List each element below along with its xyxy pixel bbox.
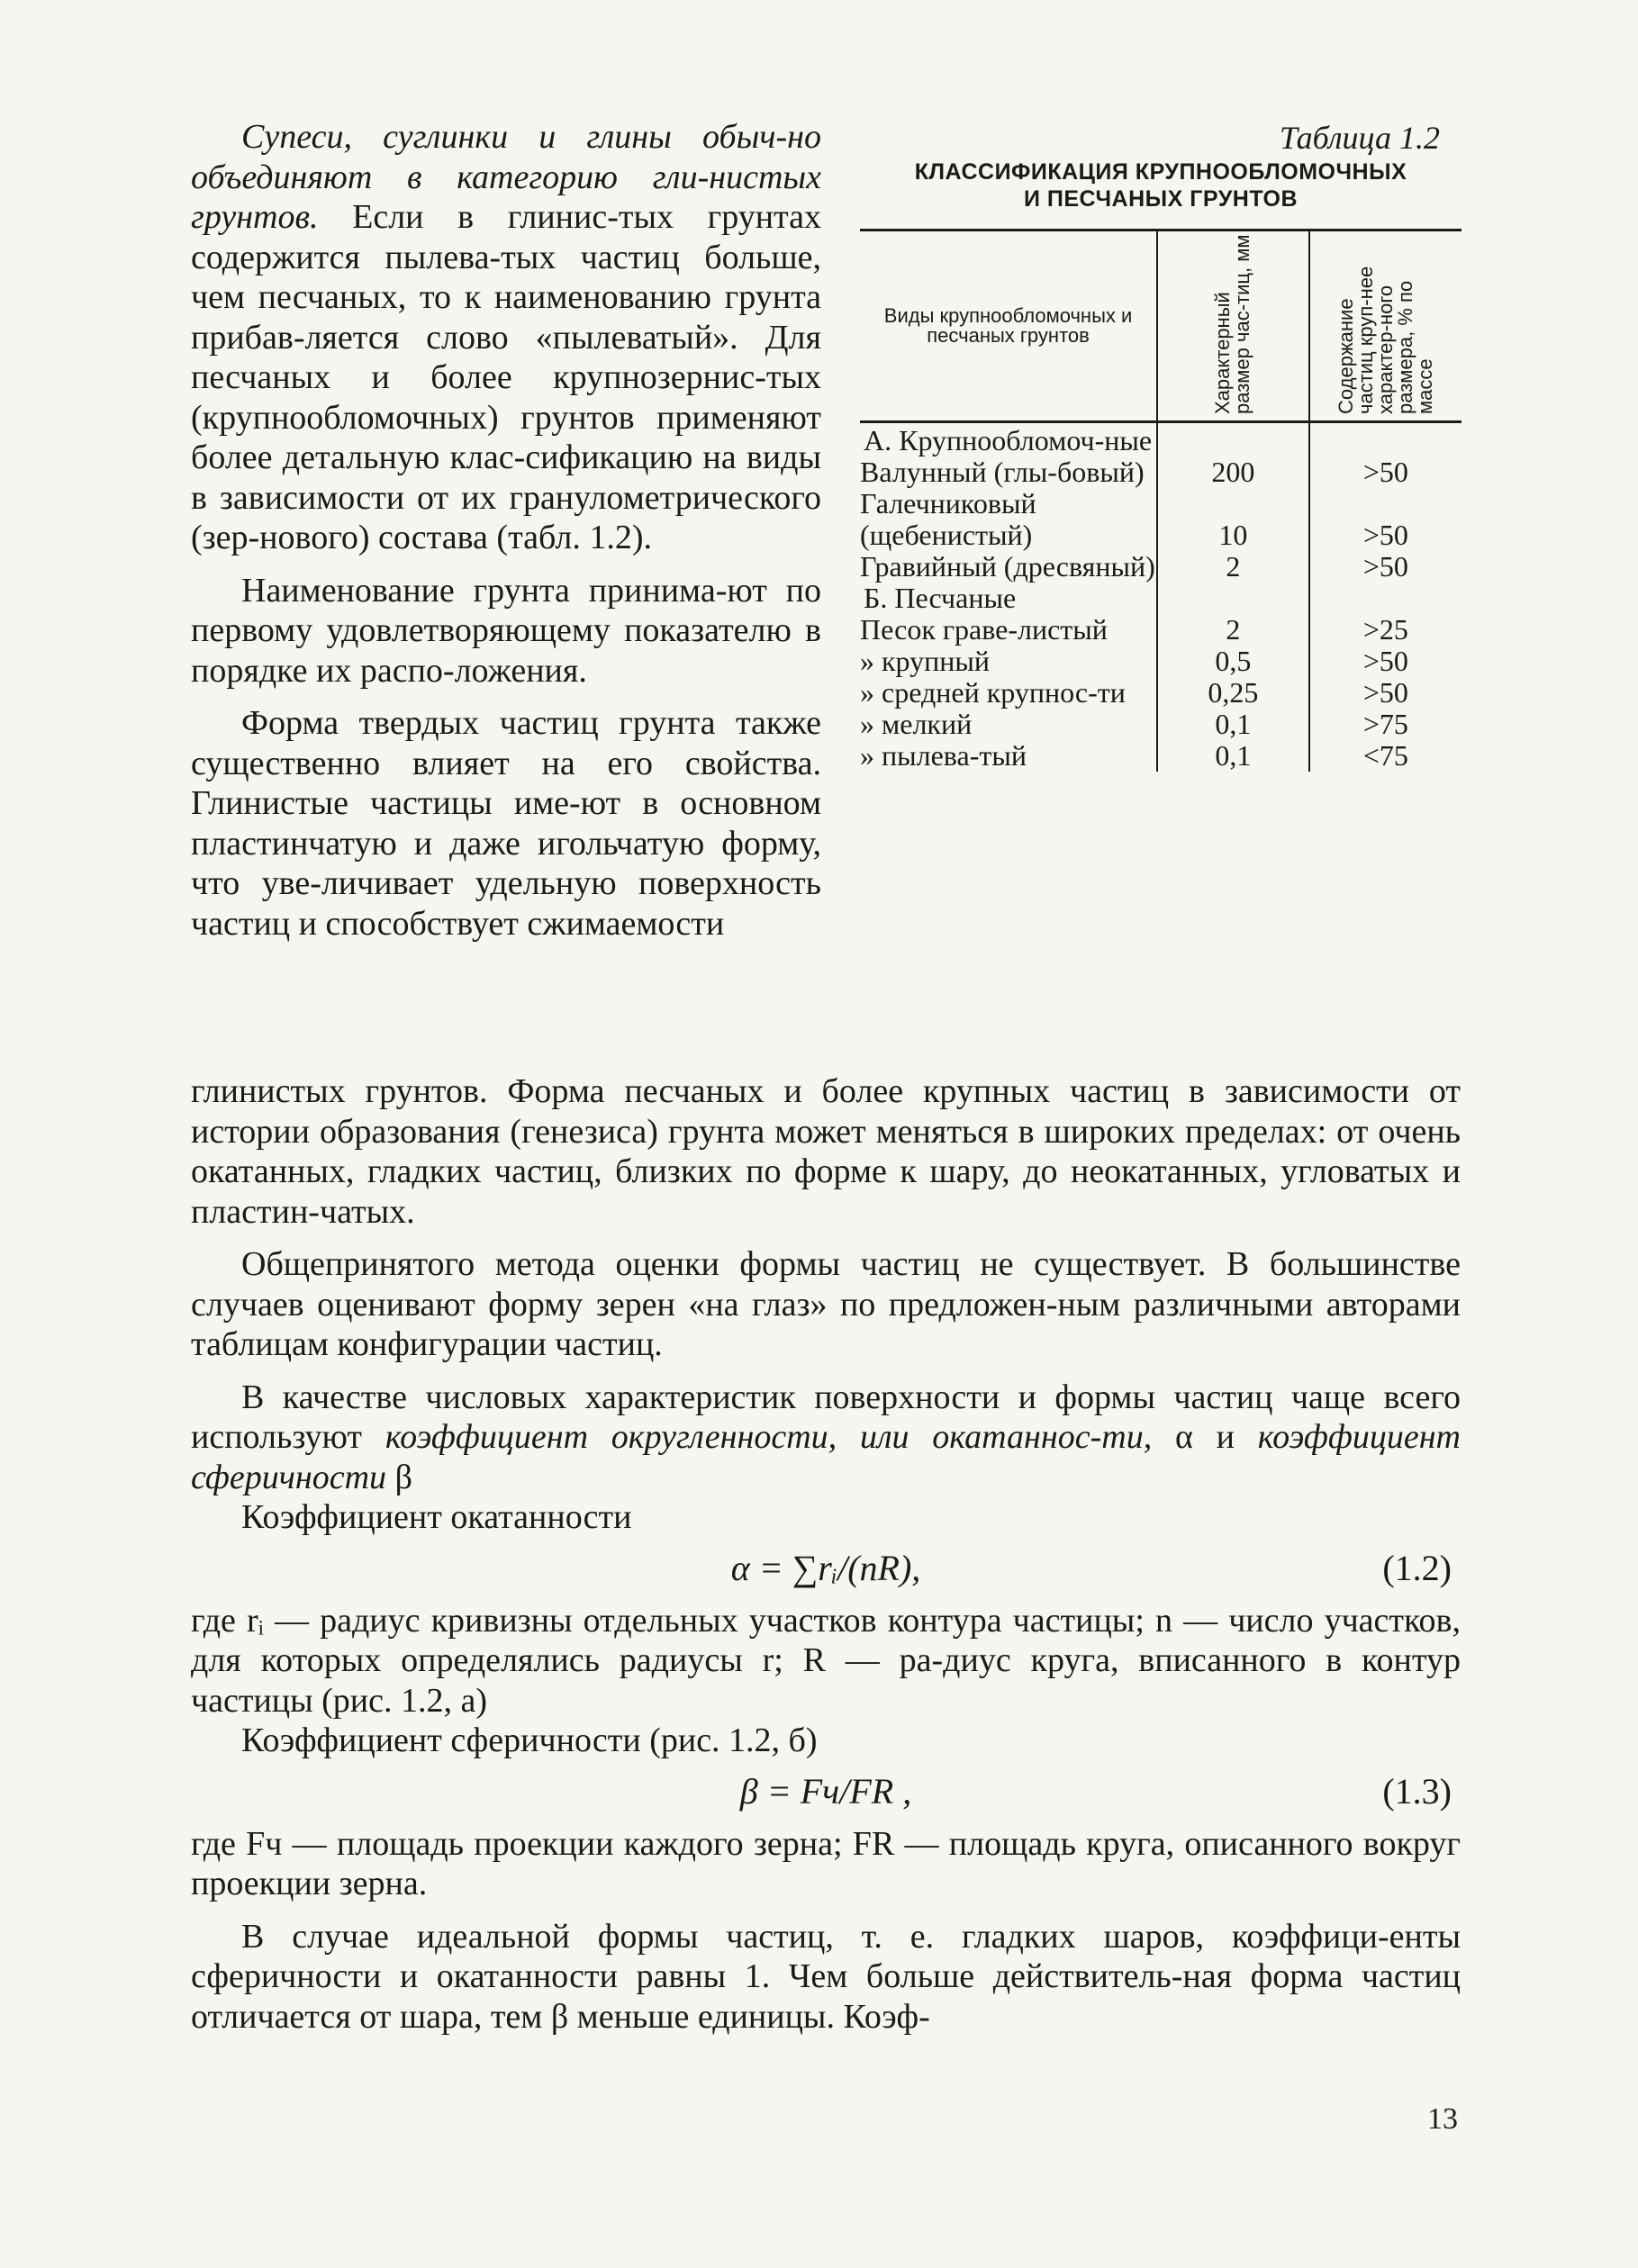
paragraph-roundness-definition: где rᵢ — радиус кривизны отдельных участков контура частицы; n — число участков, для которых определялись радиусы r; R — ра-диус круга, вписанного в контур частицы (рис. 1.2, а) (191, 1601, 1461, 1720)
coefficients-text-a: В качестве числовых характеристик поверхности и формы частиц чаще всего используют (191, 1378, 1461, 1456)
paragraph-ideal-form: В случае идеальной формы частиц, т. е. гладких шаров, коэффици-енты сферичности и окатанности равны 1. Чем больше действитель-ная форма частиц отличается от шара, тем β меньше единицы. Коэф- (191, 1917, 1461, 2036)
table-cell: 200 (1157, 456, 1309, 488)
paragraph-roundness-label: Коэффициент окатанности (241, 1498, 632, 1536)
table-cell: >50 (1309, 646, 1462, 677)
table-cell: <75 (1309, 740, 1462, 772)
header-content-text: Содержание частиц круп-нее характер-ного размера, % по массе (1334, 266, 1436, 414)
table-cell: >50 (1309, 677, 1462, 709)
table-cell: Песок граве-листый (860, 613, 1108, 646)
table-cell: 10 (1157, 488, 1309, 551)
paragraph-method: Общепринятого метода оценки формы частиц не существует. В большинстве случаев оценивают форму зерен «на глаз» по предложен-ным различными авторами таблицам конфигурации частиц. (191, 1245, 1461, 1363)
table-cell: Гравийный (дресвяный) (860, 550, 1155, 583)
table-title-line-2: И ПЕСЧАНЫХ ГРУНТОВ (1023, 186, 1299, 212)
header-soil-type-text: Виды крупнообломочных и песчаных грунтов (883, 304, 1133, 347)
intro-paragraph-2: Наименование грунта принима-ют по первому удовлетворяющему показателю в порядке их распо-ложения. (191, 571, 821, 690)
table-cell: 0,25 (1157, 677, 1309, 709)
table-cell: А. Крупнообломоч-ные (864, 424, 1153, 456)
coefficients-term-roundness: коэффициент округленности, или окатаннос-ти, (385, 1418, 1153, 1456)
table-block (860, 119, 1462, 772)
table-cell: >75 (1309, 709, 1462, 740)
paragraph-coefficients (191, 1378, 1461, 1498)
table-header-row (860, 230, 1462, 422)
table-row (860, 646, 1462, 677)
table-cell: >50 (1309, 488, 1462, 551)
coefficients-text-e: β (386, 1458, 412, 1496)
table-row (860, 551, 1462, 583)
table-cell: >25 (1309, 614, 1462, 646)
table-row (860, 488, 1462, 551)
formula-roundness (191, 1538, 1461, 1601)
page-number: 13 (1427, 2102, 1458, 2136)
table-cell: Галечниковый (щебенистый) (860, 487, 1036, 551)
table-cell (1157, 583, 1309, 614)
formula-roundness-expression: α = ∑rᵢ/(nR), (730, 1548, 921, 1589)
main-text (191, 1071, 1461, 2037)
table-cell: Б. Песчаные (864, 582, 1017, 614)
intro-column (191, 117, 821, 944)
table-cell: 0,1 (1157, 740, 1309, 772)
table-cell: 0,1 (1157, 709, 1309, 740)
coefficients-text-c: α и (1152, 1418, 1258, 1456)
formula-sphericity-expression: β = Fч/FR , (739, 1771, 912, 1812)
paragraph-sphericity-label: Коэффициент сферичности (рис. 1.2, б) (241, 1721, 818, 1759)
table-cell: » пылева-тый (860, 739, 1027, 772)
formula-sphericity (191, 1761, 1461, 1824)
intro-italic-phrase: Супеси, суглинки и глины обыч-но объединяют в категорию гли-нистых грунтов. (191, 118, 821, 236)
table-row (860, 422, 1462, 457)
paragraph-sphericity-definition: где Fч — площадь проекции каждого зерна; FR — площадь круга, описанного вокруг проекции зерна. (191, 1824, 1461, 1902)
header-particle-size-text: Характерный размер час-тиц, мм (1211, 234, 1254, 414)
table-number: Таблица 1.2 (1279, 120, 1440, 156)
header-content (1309, 230, 1462, 422)
table-row (860, 456, 1462, 488)
table-cell (1157, 422, 1309, 457)
table-cell: » крупный (860, 645, 990, 677)
table-title-line-1: КЛАССИФИКАЦИЯ КРУПНООБЛОМОЧНЫХ (914, 159, 1407, 185)
table-cell: >50 (1309, 456, 1462, 488)
classification-table (860, 229, 1462, 772)
header-soil-type (860, 230, 1157, 422)
table-cell: » мелкий (860, 708, 973, 740)
table-cell (1309, 422, 1462, 457)
table-row (860, 583, 1462, 614)
formula-roundness-number: (1.2) (1382, 1548, 1452, 1589)
coefficients-term-sphericity: коэффициент сферичности (191, 1418, 1461, 1496)
table-cell: >50 (1309, 551, 1462, 583)
intro-paragraph-1 (191, 117, 821, 558)
table-cell (1309, 583, 1462, 614)
paragraph-form-continuation: глинистых грунтов. Форма песчаных и более крупных частиц в зависимости от истории образования (генезиса) грунта может меняться в широких пределах: от очень окатанных, гладких частиц, близких по форме к шару, до неокатанных, угловатых и пластин-чатых. (191, 1072, 1461, 1231)
intro-paragraph-3: Форма твердых частиц грунта также существенно влияет на его свойства. Глинистые частицы име-ют в основном пластинчатую и даже игольчатую форму, что уве-личивает удельную поверхность частиц и способствует сжимаемости (191, 704, 821, 943)
table-row (860, 740, 1462, 772)
table-row (860, 709, 1462, 740)
table-row (860, 614, 1462, 646)
table-title (860, 158, 1462, 212)
table-cell: 2 (1157, 614, 1309, 646)
table-cell: 2 (1157, 551, 1309, 583)
header-particle-size (1157, 230, 1309, 422)
table-cell: 0,5 (1157, 646, 1309, 677)
intro-paragraph-1-rest: Если в глинис-тых грунтах содержится пылева-тых частиц больше, чем песчаных, то к наименованию грунта прибав-ляется слово «пылеватый». Для песчаных и более крупнозернис-тых (крупнообломочных) грунтов применяют более детальную клас-сификацию на виды в зависимости от их гранулометрического (зер-нового) состава (табл. 1.2). (191, 198, 821, 556)
formula-sphericity-number: (1.3) (1382, 1771, 1452, 1812)
table-cell: Валунный (глы-бовый) (860, 456, 1145, 488)
table-row (860, 677, 1462, 709)
table-cell: » средней крупнос-ти (860, 676, 1126, 709)
